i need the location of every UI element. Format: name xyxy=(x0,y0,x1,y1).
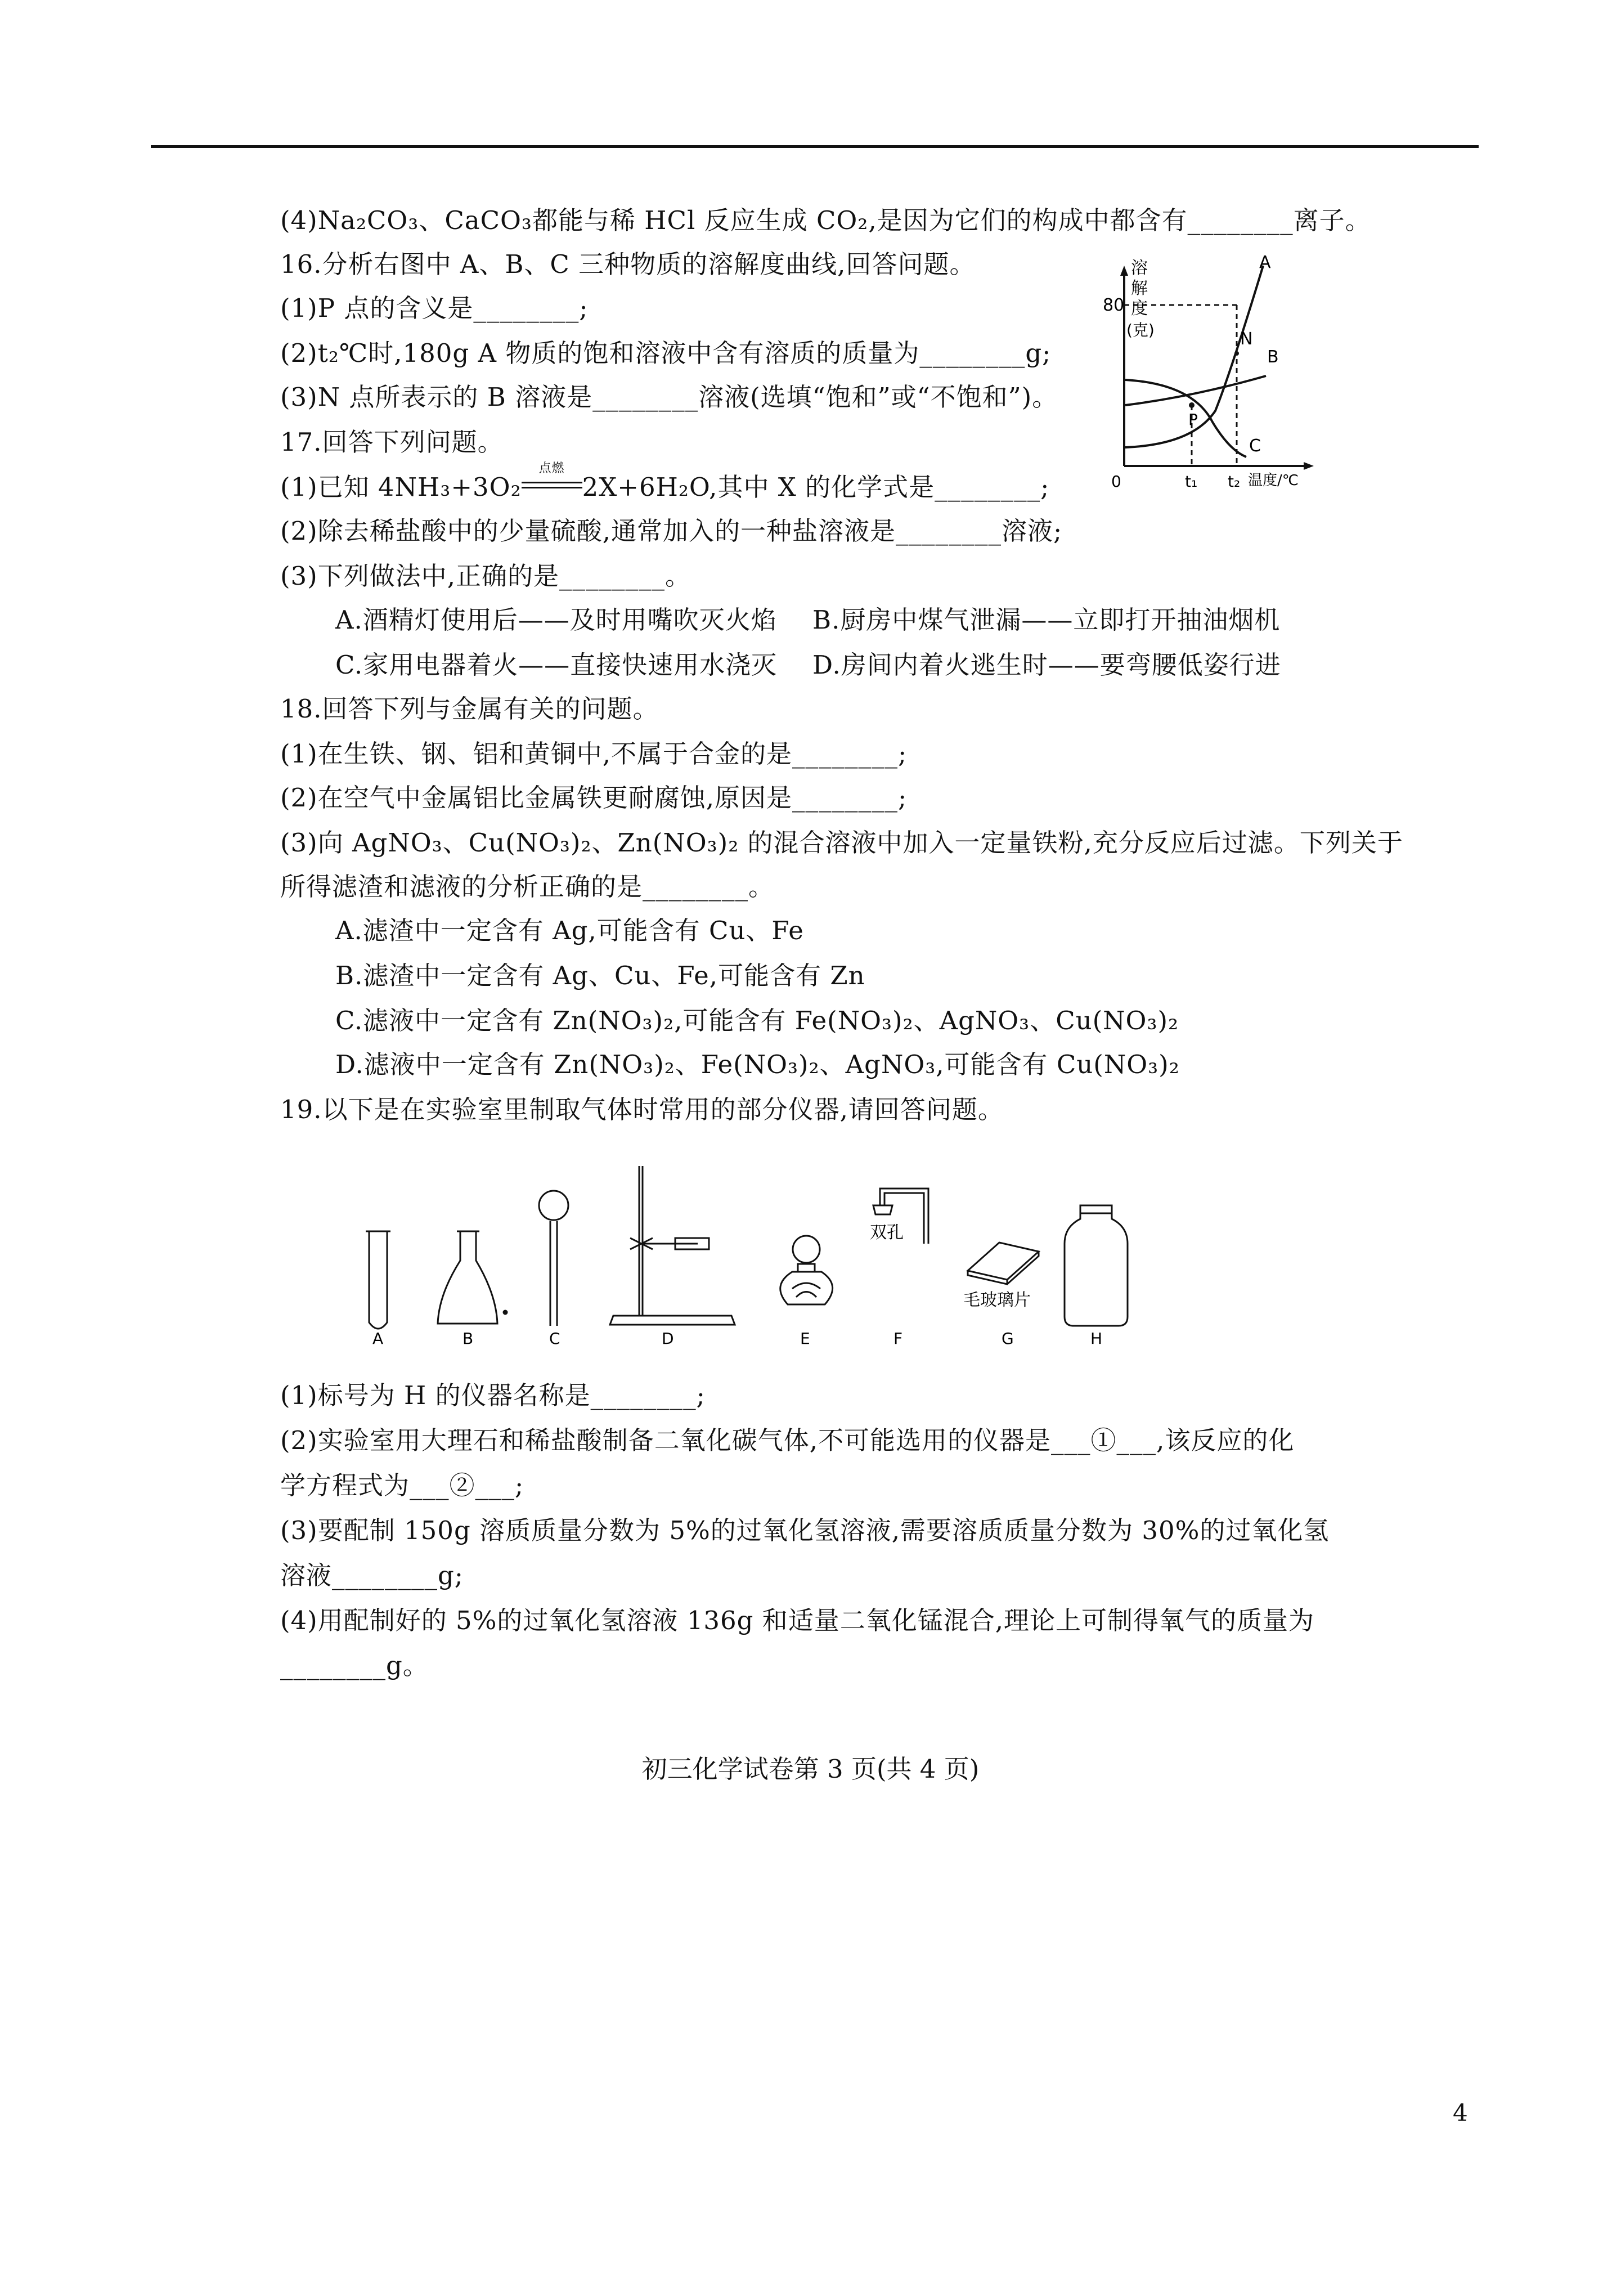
q18-part3-line2: 所得滤渣和滤液的分析正确的是________。 xyxy=(280,872,775,902)
apparatus-b-dot xyxy=(504,1311,507,1314)
q19-part4-line1: (4)用配制好的 5%的过氧化氢溶液 136g 和适量二氧化锰混合,理论上可制得氧气的质量为 xyxy=(280,1606,1315,1635)
apparatus-label-b: B xyxy=(462,1329,474,1348)
q19-part1: (1)标号为 H 的仪器名称是________; xyxy=(280,1380,706,1410)
apparatus-figure xyxy=(338,1159,1215,1351)
apparatus-a-test-tube xyxy=(366,1231,390,1329)
graph-y-label-3: 度 xyxy=(1131,299,1148,319)
q17-option-c: C.家用电器着火——直接快速用水浇灭 xyxy=(335,650,778,680)
q18-option-d: D.滤液中一定含有 Zn(NO₃)₂、Fe(NO₃)₂、AgNO₃,可能含有 Cu(NO₃)₂ xyxy=(335,1050,1180,1079)
apparatus-label-c: C xyxy=(549,1329,560,1348)
curve-A-label: A xyxy=(1259,253,1271,272)
q19-part4-line2: ________g。 xyxy=(280,1651,429,1680)
q17-part3: (3)下列做法中,正确的是________。 xyxy=(280,561,691,591)
apparatus-c-funnel-top xyxy=(539,1191,568,1220)
reaction-equals-sign xyxy=(522,482,582,488)
frosted-glass-label: 毛玻璃片 xyxy=(963,1290,1031,1310)
graph-x-label: 温度/℃ xyxy=(1248,472,1299,489)
q17-part1 xyxy=(280,461,1050,504)
apparatus-d-iron-stand xyxy=(610,1166,735,1325)
graph-origin: 0 xyxy=(1111,472,1121,491)
q15-part4: (4)Na₂CO₃、CaCO₃都能与稀 HCl 反应生成 CO₂,是因为它们的构成中都含有________离子。 xyxy=(280,205,1371,235)
graph-x-tick-t2: t₂ xyxy=(1228,472,1241,491)
q16-title: 16.分析右图中 A、B、C 三种物质的溶解度曲线,回答问题。 xyxy=(280,249,976,279)
q19-part3-line2: 溶液________g; xyxy=(280,1560,464,1590)
graph-y-label-1: 溶 xyxy=(1131,258,1148,278)
q19-part3-line1: (3)要配制 150g 溶质质量分数为 5%的过氧化氢溶液,需要溶质质量分数为 30%的过氧化氢 xyxy=(280,1515,1330,1545)
apparatus-g-glass-plate xyxy=(968,1243,1039,1284)
q18-option-b: B.滤渣中一定含有 Ag、Cu、Fe,可能含有 Zn xyxy=(335,961,865,990)
apparatus-label-a: A xyxy=(372,1329,384,1348)
q17-option-b: B.厨房中煤气泄漏——立即打开抽油烟机 xyxy=(812,605,1281,635)
graph-y-tick-80: 80 xyxy=(1103,295,1125,315)
graph-x-tick-t1: t₁ xyxy=(1185,472,1198,491)
q18-option-c: C.滤液中一定含有 Zn(NO₃)₂,可能含有 Fe(NO₃)₂、AgNO₃、Cu(NO₃)₂ xyxy=(335,1006,1179,1035)
q19-part2-line2: 学方程式为___②___; xyxy=(280,1470,524,1500)
q17-option-a: A.酒精灯使用后——及时用嘴吹灭火焰 xyxy=(335,605,777,635)
point-N xyxy=(1234,351,1239,356)
q16-part3: (3)N 点所表示的 B 溶液是________溶液(选填“饱和”或“不饱和”)。 xyxy=(280,382,1058,412)
q18-option-a: A.滤渣中一定含有 Ag,可能含有 Cu、Fe xyxy=(335,916,804,945)
q18-part3-line1: (3)向 AgNO₃、Cu(NO₃)₂、Zn(NO₃)₂ 的混合溶液中加入一定量铁粉,充分反应后过滤。下列关于 xyxy=(280,828,1403,858)
q17-title: 17.回答下列问题。 xyxy=(280,427,504,457)
curve-C-label: C xyxy=(1249,436,1261,456)
apparatus-c-funnel xyxy=(550,1221,557,1326)
q16-part1: (1)P 点的含义是________; xyxy=(280,293,589,323)
apparatus-label-f: F xyxy=(893,1329,903,1348)
graph-y-label-2: 解 xyxy=(1131,279,1148,298)
y-axis-arrow xyxy=(1120,266,1128,276)
apparatus-e-lamp-cap xyxy=(793,1236,820,1263)
apparatus-b-conical-flask xyxy=(438,1231,497,1324)
apparatus-h-gas-jar xyxy=(1065,1205,1128,1326)
solubility-graph xyxy=(1103,253,1317,495)
point-P xyxy=(1189,402,1195,408)
double-hole-label: 双孔 xyxy=(870,1223,904,1243)
top-rule xyxy=(151,145,1479,148)
apparatus-label-g: G xyxy=(1002,1329,1014,1348)
q19-part2-line1: (2)实验室用大理石和稀盐酸制备二氧化碳气体,不可能选用的仪器是___①___,该反应的化 xyxy=(280,1425,1295,1455)
q17-part1-post: 2X+6H₂O,其中 X 的化学式是________; xyxy=(582,472,1050,502)
graph-axes xyxy=(1124,270,1308,466)
reaction-condition xyxy=(522,461,582,488)
x-axis-arrow xyxy=(1304,462,1314,470)
page-footer: 初三化学试卷第 3 页(共 4 页) xyxy=(641,1754,980,1784)
apparatus-e-alcohol-lamp xyxy=(780,1264,833,1304)
reaction-condition-text: 点燃 xyxy=(538,461,565,476)
q18-part2: (2)在空气中金属铝比金属铁更耐腐蚀,原因是________; xyxy=(280,783,908,813)
q19-title: 19.以下是在实验室里制取气体时常用的部分仪器,请回答问题。 xyxy=(280,1095,1004,1124)
q17-part2: (2)除去稀盐酸中的少量硫酸,通常加入的一种盐溶液是________溶液; xyxy=(280,516,1063,546)
q16-part2: (2)t₂℃时,180g A 物质的饱和溶液中含有溶质的质量为________g; xyxy=(280,338,1052,368)
q18-part1: (1)在生铁、钢、铝和黄铜中,不属于合金的是________; xyxy=(280,739,908,769)
apparatus-label-e: E xyxy=(800,1329,810,1348)
point-P-label: P xyxy=(1188,410,1198,429)
q17-part1-pre: (1)已知 4NH₃+3O₂ xyxy=(280,472,522,502)
graph-y-unit: (克) xyxy=(1126,321,1155,339)
apparatus-label-d: D xyxy=(662,1329,674,1348)
q18-title: 18.回答下列与金属有关的问题。 xyxy=(280,694,659,724)
apparatus-label-h: H xyxy=(1090,1329,1103,1348)
point-N-label: N xyxy=(1240,329,1253,349)
curve-B-label: B xyxy=(1267,347,1279,367)
page-number: 4 xyxy=(1453,2099,1468,2127)
q17-option-d: D.房间内着火逃生时——要弯腰低姿行进 xyxy=(812,650,1281,680)
